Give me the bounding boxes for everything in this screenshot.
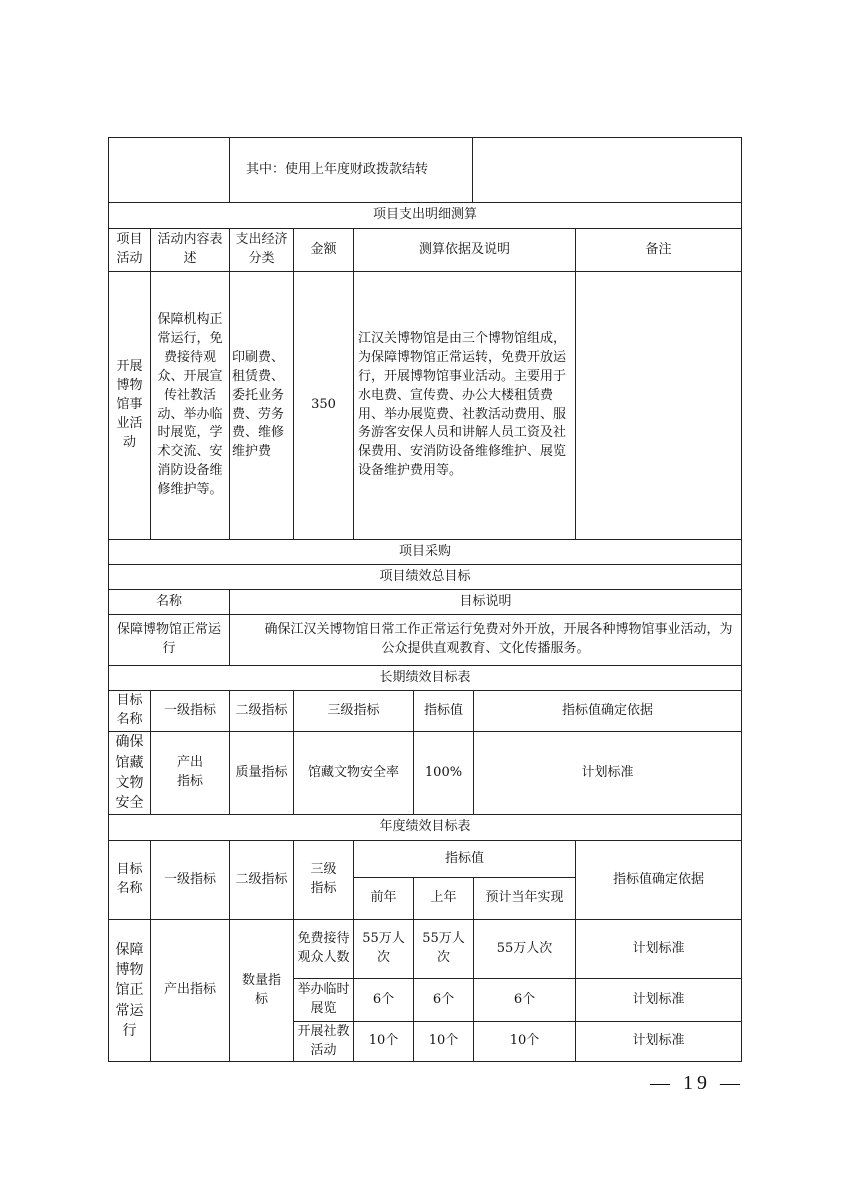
annual-title: 年度绩效目标表 [108,814,742,841]
amount-cell: 350 [293,271,354,540]
an-row-prev: 6个 [353,978,414,1022]
goal-desc-cell [229,614,742,666]
an-row-basis: 计划标准 [575,919,742,979]
header-activity: 项目活动 [108,228,151,272]
an-row-indicator: 开展社教活动 [293,1021,354,1062]
activity-cell: 开展博物馆事业活动 [108,271,151,540]
page-number: — 19 — [650,1072,744,1094]
goal-name: 保障博物馆正常运行 [108,614,230,666]
content-cell: 保障机构正常运行，免费接待观众、开展宣传社教活动、举办临时展览，学术交流、安消防设备维修维护等。 [150,271,230,540]
an-header-name: 目标名称 [108,840,151,920]
blank-cell [108,137,230,203]
goal-name-header: 名称 [108,589,230,615]
long-term-title: 长期绩效目标表 [108,665,742,691]
an-row-last: 55万人次 [413,919,474,979]
goal-desc: 确保江汉关博物馆日常工作正常运行免费对外开放，开展各种博物馆事业活动，为公众提供直观教育、文化传播服务。 [264,622,733,656]
an-header-basis: 指标值确定依据 [575,840,742,920]
header-amount: 金额 [293,228,354,272]
lt-header-level2: 二级指标 [229,690,294,732]
an-header-prev: 前年 [353,877,414,920]
header-remark: 备注 [575,228,742,272]
goal-desc-header: 目标说明 [229,589,742,615]
an-row-expected: 55万人次 [473,919,576,979]
an-header-level3: 三级指标 [293,840,354,920]
an-header-value: 指标值 [353,840,576,878]
procurement-title: 项目采购 [108,539,742,565]
an-level2: 数量指标 [229,919,294,1062]
lt-header-level1: 一级指标 [150,690,230,732]
an-row-prev: 10个 [353,1021,414,1062]
an-header-expected: 预计当年实现 [473,877,576,920]
an-row-indicator: 举办临时展览 [293,978,354,1022]
an-header-level1: 一级指标 [150,840,230,920]
an-header-last: 上年 [413,877,474,920]
lt-header-basis: 指标值确定依据 [473,690,742,732]
header-basis: 测算依据及说明 [353,228,576,272]
lt-level1: 产出指标 [150,731,230,815]
an-row-expected: 10个 [473,1021,576,1062]
basis-cell: 江汉关博物馆是由三个博物馆组成，为保障博物馆正常运转，免费开放运行，开展博物馆事业活动。主要用于水电费、宣传费、办公大楼租赁费用、举办展览费、社教活动费用、服务游客安保人员和讲解人员工资及社保费用、安消防设备维修维护、展览设备维护费用等。 [353,271,576,540]
lt-goal-name: 确保馆藏文物安全 [108,731,151,815]
lt-level3: 馆藏文物安全率 [293,731,414,815]
carryover-label: 其中：使用上年度财政拨款结转 [229,137,473,203]
overall-goal-title: 项目绩效总目标 [108,564,742,590]
expenditure-title: 项目支出明细测算 [108,202,742,229]
lt-header-name: 目标名称 [108,690,151,732]
an-row-last: 6个 [413,978,474,1022]
header-category: 支出经济分类 [229,228,294,272]
lt-basis: 计划标准 [473,731,742,815]
lt-level2: 质量指标 [229,731,294,815]
an-row-basis: 计划标准 [575,978,742,1022]
lt-header-value: 指标值 [413,690,474,732]
an-row-last: 10个 [413,1021,474,1062]
lt-header-level3: 三级指标 [293,690,414,732]
an-row-expected: 6个 [473,978,576,1022]
header-content: 活动内容表述 [150,228,230,272]
an-level1: 产出指标 [150,919,230,1062]
carryover-value [472,137,742,203]
an-row-prev: 55万人次 [353,919,414,979]
category-cell: 印刷费、租赁费、委托业务费、劳务费、维修维护费 [229,271,294,540]
remark-cell [575,271,742,540]
an-row-basis: 计划标准 [575,1021,742,1062]
an-goal-name: 保障博物馆正常运行 [108,919,151,1062]
an-header-level2: 二级指标 [229,840,294,920]
lt-value: 100% [413,731,474,815]
an-row-indicator: 免费接待观众人数 [293,919,354,979]
